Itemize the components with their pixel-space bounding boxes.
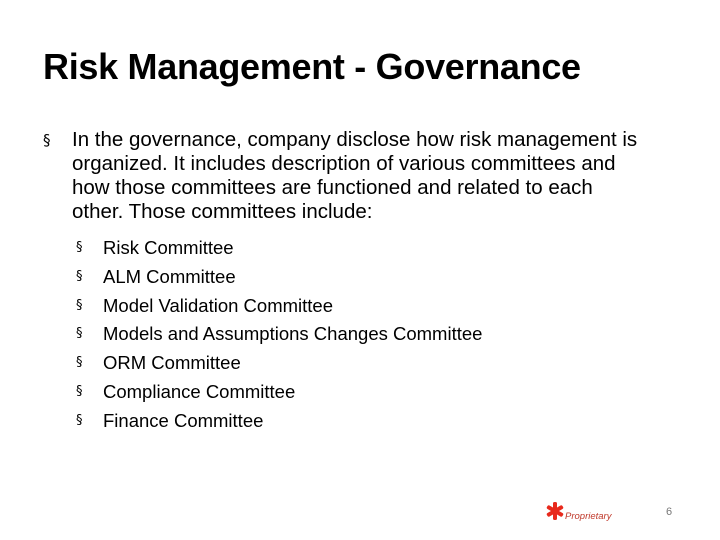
bullet-marker-icon: § <box>43 131 51 149</box>
bullet-marker-icon: § <box>76 383 83 399</box>
bullet-marker-icon: § <box>76 355 83 371</box>
bullet-marker-icon: § <box>76 326 83 342</box>
list-item <box>76 234 683 263</box>
committee-list <box>43 234 683 436</box>
slide-body <box>43 128 683 436</box>
bullet-marker-icon: § <box>76 297 83 313</box>
committee-label: Model Validation Committee <box>103 294 333 316</box>
main-bullet-text: In the governance, company disclose how risk management is organized. It includes description of various committees and how those committees are functioned and related to each other. Those committees include: <box>72 128 638 223</box>
list-item <box>76 292 683 321</box>
bullet-marker-icon: § <box>76 412 83 428</box>
bullet-marker-icon: § <box>76 240 83 255</box>
committee-label: ALM Committee <box>103 265 236 287</box>
list-item <box>76 263 683 292</box>
list-item <box>76 407 683 436</box>
page-number: 6 <box>666 506 673 518</box>
committee-label: Risk Committee <box>103 237 234 258</box>
committee-label: Models and Assumptions Changes Committee <box>103 323 483 345</box>
committee-label: ORM Committee <box>103 352 241 374</box>
slide-title: Risk Management - Governance <box>43 46 581 87</box>
main-bullet <box>43 128 642 224</box>
list-item <box>76 349 683 378</box>
committee-label: Finance Committee <box>103 409 264 431</box>
committee-label: Compliance Committee <box>103 380 296 402</box>
bullet-marker-icon: § <box>76 268 83 284</box>
red-asterisk-logo-icon <box>544 500 566 522</box>
footer-logo <box>544 500 634 526</box>
list-item <box>76 320 683 349</box>
list-item <box>76 378 683 407</box>
proprietary-label: Proprietary <box>565 511 612 522</box>
